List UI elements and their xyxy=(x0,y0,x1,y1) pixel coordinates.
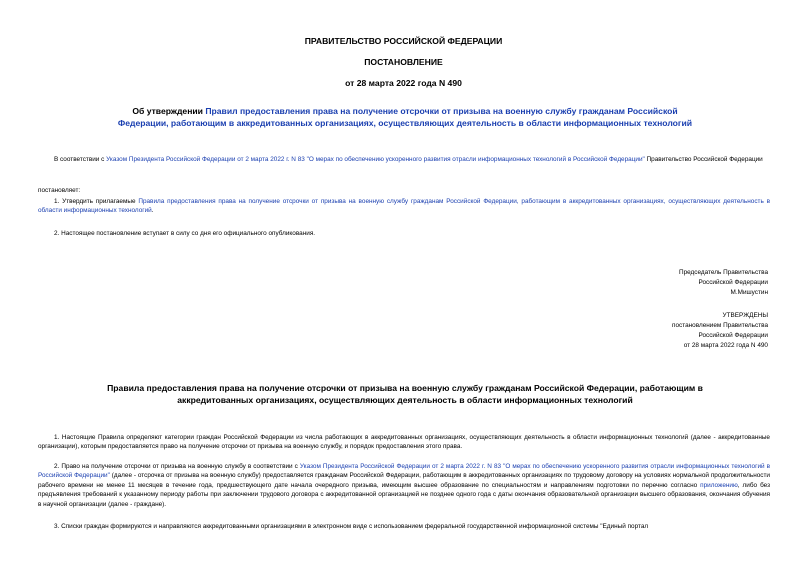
preamble-before: В соответствии с xyxy=(54,156,107,163)
decree-link[interactable]: Указом Президента Российской Федерации от 2 марта 2022 г. N 83 "О мерах по обеспечению ускоренного развития отрасли информационных технологий в Российской Федерации" xyxy=(106,156,645,163)
item-2-paragraph: 2. Настоящее постановление вступает в силу со дня его официального опубликования. xyxy=(54,230,316,237)
title-rules-link[interactable]: Правил предоставления права на получение отсрочки от призыва на военную службу гражданам Российской Федерации, работающим в аккредитованных организациях, осуществляющих деятельность в области информационных технологий xyxy=(117,106,693,128)
rules-paragraph-3: 3. Списки граждан формируются и направляются аккредитованными организациями в электронном виде с использованием федеральной государственной информационной системы "Единый портал xyxy=(54,523,649,530)
rules-p2-middle: (далее - отсрочка от призыва на военную службу) предоставляется гражданам Российской Федерации, работающим в аккредитованных организациях по трудовому договору на условиях нормальной продолжительности рабочего времени не менее 11 месяцев в течение года, предшествующего дате начала очередного призыва, имеющим высшее образование по специальностям и направлениям подготовки по перечню согласно xyxy=(38,472,771,489)
rules-decree-link[interactable]: Указом Президента Российской Федерации от 2 марта 2022 г. N 83 "О мерах по обеспечению ускоренного развития отрасли информационных технологий в Российской Федерации" xyxy=(38,463,771,480)
rules-p2-after: , либо без предъявления требований к указанному периоду работы при заключении трудового договора с аккредитованной организацией не позднее одного года с даты окончания образовательной организации высшего образования, окончания обучения в научной организации (далее - граждане). xyxy=(38,481,770,508)
item-1-paragraph xyxy=(38,197,770,216)
preamble-paragraph xyxy=(38,155,770,164)
item-1-before: 1. Утвердить прилагаемые xyxy=(54,198,139,205)
title-prefix: Об утверждении xyxy=(132,106,206,116)
rules-p2-before: 2. Право на получение отсрочки от призыва на военную службу в соответствии с xyxy=(54,463,300,470)
appendix-link[interactable]: приложению xyxy=(700,481,738,489)
signature-line-1: Председатель Правительства xyxy=(679,269,768,276)
rules-title: Правила предоставления права на получение отсрочки от призыва на военную службу гражданам Российской Федерации, работающим в аккредитованных организациях, осуществляющих деятельность в области информационных технологий xyxy=(107,383,703,405)
approval-line-3: Российской Федерации xyxy=(698,332,768,339)
rules-paragraph-2 xyxy=(38,462,770,509)
signature-line-3: М.Мишустин xyxy=(730,289,768,296)
item-1-after: . xyxy=(151,207,154,215)
resolves-text: постановляет: xyxy=(38,187,81,194)
approval-line-1: УТВЕРЖДЕНЫ xyxy=(722,312,768,319)
approved-rules-link[interactable]: Правила предоставления права на получение отсрочки от призыва на военную службу гражданам Российской Федерации, работающим в аккредитованных организациях, осуществляющих деятельность в области информационных технологий xyxy=(38,198,770,215)
approval-block xyxy=(672,311,768,351)
signature-line-2: Российской Федерации xyxy=(698,279,768,286)
document-date-heading: от 28 марта 2022 года N 490 xyxy=(345,78,462,88)
document-title xyxy=(110,105,700,129)
preamble-after: Правительство Российской Федерации xyxy=(644,156,763,163)
issuer-heading: ПРАВИТЕЛЬСТВО РОССИЙСКОЙ ФЕДЕРАЦИИ xyxy=(304,36,503,46)
approval-line-2: постановлением Правительства xyxy=(672,322,768,329)
approval-line-4: от 28 марта 2022 года N 490 xyxy=(683,342,768,349)
document-type-heading: ПОСТАНОВЛЕНИЕ xyxy=(364,57,443,67)
signature-block xyxy=(679,268,768,298)
rules-paragraph-1: 1. Настоящие Правила определяют категории граждан Российской Федерации из числа работающих в аккредитованных организациях, осуществляющих деятельность в области информационных технологий (далее - аккредитованные организации), которым предоставляется право на получение отсрочки от призыва на военную службу, и порядок предоставления этого права. xyxy=(38,434,770,451)
